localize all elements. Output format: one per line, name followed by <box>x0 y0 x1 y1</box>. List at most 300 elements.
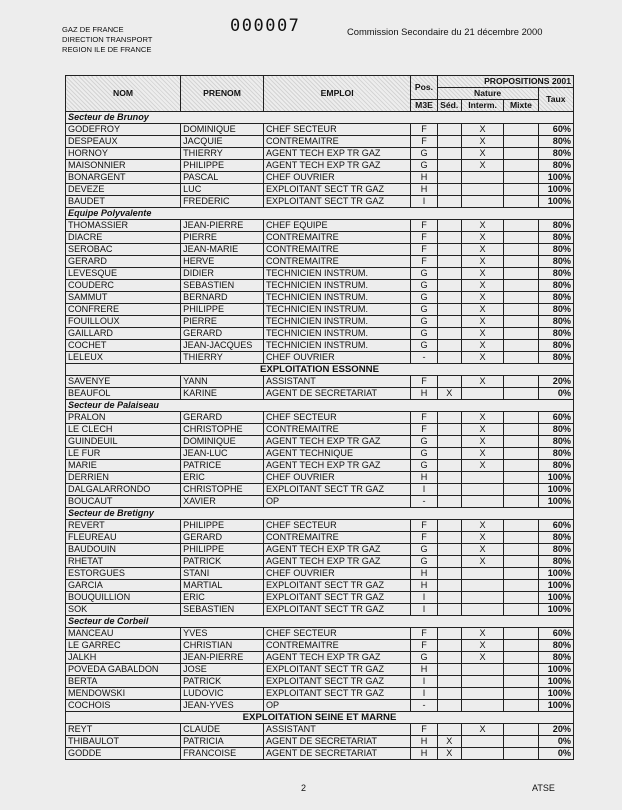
table-row <box>66 592 574 604</box>
cell-nom: ESTORGUES <box>66 568 181 580</box>
cell-mixte <box>504 568 538 580</box>
cell-nom: LELEUX <box>66 352 181 364</box>
table-row <box>66 268 574 280</box>
cell-sed <box>437 448 461 460</box>
cell-pos: F <box>411 124 437 136</box>
cell-emploi: CONTREMAITRE <box>263 232 410 244</box>
cell-pos: G <box>411 544 437 556</box>
cell-taux: 80% <box>538 352 573 364</box>
cell-prenom: GERARD <box>181 412 264 424</box>
cell-pos: F <box>411 532 437 544</box>
cell-nom: REYT <box>66 724 181 736</box>
cell-taux: 80% <box>538 256 573 268</box>
cell-prenom: THIERRY <box>181 148 264 160</box>
cell-prenom: MARTIAL <box>181 580 264 592</box>
cell-nom: BOUQUILLION <box>66 592 181 604</box>
cell-emploi: CHEF SECTEUR <box>263 124 410 136</box>
col-nom: NOM <box>66 76 181 112</box>
cell-interm: X <box>461 544 503 556</box>
cell-prenom: DIDIER <box>181 268 264 280</box>
cell-prenom: CLAUDE <box>181 724 264 736</box>
cell-taux: 60% <box>538 124 573 136</box>
cell-emploi: AGENT TECH EXP TR GAZ <box>263 544 410 556</box>
cell-nom: HORNOY <box>66 148 181 160</box>
cell-prenom: GERARD <box>181 328 264 340</box>
commission-title: Commission Secondaire du 21 décembre 2000 <box>347 26 543 37</box>
cell-emploi: EXPLOITANT SECT TR GAZ <box>263 184 410 196</box>
cell-nom: BAUDET <box>66 196 181 208</box>
cell-emploi: CONTREMAITRE <box>263 640 410 652</box>
cell-mixte <box>504 376 538 388</box>
cell-nom: GERARD <box>66 256 181 268</box>
cell-nom: BEAUFOL <box>66 388 181 400</box>
cell-prenom: PHILIPPE <box>181 544 264 556</box>
cell-emploi: OP <box>263 496 410 508</box>
cell-pos: I <box>411 484 437 496</box>
cell-nom: SAVENYE <box>66 376 181 388</box>
cell-emploi: AGENT DE SECRETARIAT <box>263 748 410 760</box>
table-row <box>66 532 574 544</box>
cell-mixte <box>504 184 538 196</box>
cell-interm <box>461 676 503 688</box>
table-row <box>66 292 574 304</box>
cell-emploi: EXPLOITANT SECT TR GAZ <box>263 688 410 700</box>
cell-taux: 80% <box>538 268 573 280</box>
table-row <box>66 244 574 256</box>
cell-mixte <box>504 388 538 400</box>
cell-prenom: THIERRY <box>181 352 264 364</box>
cell-mixte <box>504 496 538 508</box>
organization-header <box>62 25 152 55</box>
cell-mixte <box>504 724 538 736</box>
cell-taux: 80% <box>538 556 573 568</box>
col-mixte: Mixte <box>504 100 538 112</box>
cell-interm <box>461 592 503 604</box>
cell-emploi: AGENT TECHNIQUE <box>263 448 410 460</box>
cell-interm: X <box>461 136 503 148</box>
cell-prenom: JEAN-MARIE <box>181 244 264 256</box>
cell-emploi: TECHNICIEN INSTRUM. <box>263 280 410 292</box>
cell-interm: X <box>461 376 503 388</box>
cell-sed <box>437 172 461 184</box>
cell-emploi: CHEF OUVRIER <box>263 352 410 364</box>
cell-pos: I <box>411 196 437 208</box>
cell-sed: X <box>437 748 461 760</box>
cell-nom: BOUCAUT <box>66 496 181 508</box>
cell-mixte <box>504 412 538 424</box>
cell-prenom: DOMINIQUE <box>181 436 264 448</box>
cell-prenom: GERARD <box>181 532 264 544</box>
cell-prenom: YANN <box>181 376 264 388</box>
cell-prenom: STANI <box>181 568 264 580</box>
org-line: GAZ DE FRANCE <box>62 25 124 34</box>
cell-sed <box>437 376 461 388</box>
cell-taux: 80% <box>538 640 573 652</box>
cell-prenom: XAVIER <box>181 496 264 508</box>
cell-sed <box>437 292 461 304</box>
cell-nom: THOMASSIER <box>66 220 181 232</box>
cell-pos: I <box>411 688 437 700</box>
cell-emploi: CONTREMAITRE <box>263 424 410 436</box>
cell-interm <box>461 748 503 760</box>
cell-pos: I <box>411 592 437 604</box>
cell-interm: X <box>461 256 503 268</box>
cell-nom: FOUILLOUX <box>66 316 181 328</box>
cell-interm <box>461 664 503 676</box>
cell-sed <box>437 592 461 604</box>
cell-interm: X <box>461 520 503 532</box>
cell-mixte <box>504 628 538 640</box>
cell-prenom: JEAN-PIERRE <box>181 220 264 232</box>
table-row <box>66 184 574 196</box>
cell-mixte <box>504 316 538 328</box>
cell-taux: 0% <box>538 736 573 748</box>
cell-nom: FLEUREAU <box>66 532 181 544</box>
cell-emploi: EXPLOITANT SECT TR GAZ <box>263 196 410 208</box>
table-body <box>66 112 574 760</box>
cell-mixte <box>504 280 538 292</box>
cell-sed <box>437 700 461 712</box>
col-emploi: EMPLOI <box>263 76 410 112</box>
cell-prenom: LUDOVIC <box>181 688 264 700</box>
cell-taux: 100% <box>538 472 573 484</box>
cell-interm <box>461 388 503 400</box>
cell-taux: 80% <box>538 304 573 316</box>
cell-pos: H <box>411 388 437 400</box>
cell-sed <box>437 340 461 352</box>
cell-taux: 80% <box>538 340 573 352</box>
cell-pos: G <box>411 448 437 460</box>
table-row <box>66 388 574 400</box>
cell-taux: 100% <box>538 604 573 616</box>
cell-emploi: TECHNICIEN INSTRUM. <box>263 304 410 316</box>
cell-taux: 20% <box>538 724 573 736</box>
table-row <box>66 220 574 232</box>
cell-nom: COCHET <box>66 340 181 352</box>
cell-pos: G <box>411 328 437 340</box>
cell-mixte <box>504 472 538 484</box>
table-row <box>66 688 574 700</box>
cell-interm: X <box>461 652 503 664</box>
division-banner <box>66 364 574 376</box>
cell-pos: G <box>411 148 437 160</box>
cell-interm <box>461 580 503 592</box>
cell-sed <box>437 556 461 568</box>
cell-sed <box>437 136 461 148</box>
cell-mixte <box>504 136 538 148</box>
cell-emploi: TECHNICIEN INSTRUM. <box>263 292 410 304</box>
section-title: EXPLOITATION SEINE ET MARNE <box>66 712 574 724</box>
cell-interm: X <box>461 316 503 328</box>
cell-prenom: CHRISTOPHE <box>181 484 264 496</box>
table-row <box>66 160 574 172</box>
table-row <box>66 304 574 316</box>
cell-taux: 80% <box>538 544 573 556</box>
cell-prenom: PATRICIA <box>181 736 264 748</box>
table-row <box>66 424 574 436</box>
cell-taux: 100% <box>538 592 573 604</box>
cell-sed <box>437 664 461 676</box>
cell-interm: X <box>461 232 503 244</box>
cell-pos: - <box>411 700 437 712</box>
table-row <box>66 340 574 352</box>
cell-nom: BONARGENT <box>66 172 181 184</box>
cell-nom: RHETAT <box>66 556 181 568</box>
cell-taux: 80% <box>538 160 573 172</box>
cell-pos: F <box>411 232 437 244</box>
cell-prenom: PIERRE <box>181 232 264 244</box>
org-line: DIRECTION TRANSPORT <box>62 35 153 44</box>
cell-taux: 100% <box>538 700 573 712</box>
cell-nom: COUDERC <box>66 280 181 292</box>
cell-prenom: PHILIPPE <box>181 160 264 172</box>
table-row <box>66 460 574 472</box>
staff-table <box>65 75 574 760</box>
cell-mixte <box>504 256 538 268</box>
cell-taux: 80% <box>538 424 573 436</box>
cell-sed: X <box>437 736 461 748</box>
cell-interm: X <box>461 556 503 568</box>
cell-interm: X <box>461 304 503 316</box>
cell-pos: G <box>411 340 437 352</box>
cell-taux: 80% <box>538 316 573 328</box>
cell-taux: 0% <box>538 748 573 760</box>
cell-prenom: YVES <box>181 628 264 640</box>
cell-nom: LE GARREC <box>66 640 181 652</box>
table-row <box>66 256 574 268</box>
cell-sed <box>437 724 461 736</box>
cell-pos: G <box>411 160 437 172</box>
cell-pos: H <box>411 736 437 748</box>
cell-nom: LE FUR <box>66 448 181 460</box>
cell-sed <box>437 496 461 508</box>
cell-emploi: CONTREMAITRE <box>263 244 410 256</box>
col-taux: Taux <box>538 88 573 112</box>
cell-emploi: CHEF SECTEUR <box>263 412 410 424</box>
cell-sed <box>437 124 461 136</box>
col-prenom: PRENOM <box>181 76 264 112</box>
section-header <box>66 208 574 220</box>
cell-interm: X <box>461 532 503 544</box>
table-row <box>66 196 574 208</box>
cell-interm <box>461 172 503 184</box>
cell-nom: SOK <box>66 604 181 616</box>
table-row <box>66 544 574 556</box>
cell-prenom: PATRICK <box>181 556 264 568</box>
cell-mixte <box>504 352 538 364</box>
cell-sed <box>437 628 461 640</box>
cell-nom: BERTA <box>66 676 181 688</box>
cell-mixte <box>504 484 538 496</box>
cell-sed <box>437 148 461 160</box>
cell-nom: MAISONNIER <box>66 160 181 172</box>
cell-interm: X <box>461 412 503 424</box>
col-pos: Pos. <box>411 76 437 100</box>
cell-emploi: EXPLOITANT SECT TR GAZ <box>263 580 410 592</box>
cell-pos: H <box>411 580 437 592</box>
cell-emploi: TECHNICIEN INSTRUM. <box>263 328 410 340</box>
cell-interm: X <box>461 268 503 280</box>
cell-pos: G <box>411 460 437 472</box>
cell-taux: 80% <box>538 244 573 256</box>
table-row <box>66 376 574 388</box>
cell-sed <box>437 472 461 484</box>
cell-sed <box>437 268 461 280</box>
cell-nom: SAMMUT <box>66 292 181 304</box>
cell-interm: X <box>461 724 503 736</box>
cell-mixte <box>504 328 538 340</box>
cell-taux: 80% <box>538 328 573 340</box>
table-row <box>66 676 574 688</box>
cell-mixte <box>504 700 538 712</box>
cell-nom: CONFRERE <box>66 304 181 316</box>
cell-emploi: AGENT DE SECRETARIAT <box>263 736 410 748</box>
cell-interm: X <box>461 148 503 160</box>
table-row <box>66 664 574 676</box>
cell-prenom: SEBASTIEN <box>181 604 264 616</box>
cell-prenom: PHILIPPE <box>181 304 264 316</box>
cell-taux: 80% <box>538 652 573 664</box>
cell-mixte <box>504 148 538 160</box>
cell-mixte <box>504 424 538 436</box>
cell-taux: 100% <box>538 664 573 676</box>
cell-interm: X <box>461 340 503 352</box>
cell-taux: 100% <box>538 196 573 208</box>
cell-prenom: JACQUIE <box>181 136 264 148</box>
cell-interm <box>461 184 503 196</box>
cell-pos: F <box>411 520 437 532</box>
cell-prenom: LUC <box>181 184 264 196</box>
section-header <box>66 112 574 124</box>
cell-emploi: CHEF EQUIPE <box>263 220 410 232</box>
table-row <box>66 496 574 508</box>
cell-mixte <box>504 604 538 616</box>
cell-emploi: OP <box>263 700 410 712</box>
cell-interm <box>461 688 503 700</box>
cell-taux: 0% <box>538 388 573 400</box>
cell-sed <box>437 652 461 664</box>
cell-prenom: JEAN-JACQUES <box>181 340 264 352</box>
cell-emploi: ASSISTANT <box>263 376 410 388</box>
cell-mixte <box>504 652 538 664</box>
section-title: Secteur de Palaiseau <box>66 400 574 412</box>
cell-nom: COCHOIS <box>66 700 181 712</box>
cell-interm: X <box>461 124 503 136</box>
cell-prenom: BERNARD <box>181 292 264 304</box>
cell-nom: SEROBAC <box>66 244 181 256</box>
cell-mixte <box>504 640 538 652</box>
table-header <box>66 76 574 112</box>
cell-mixte <box>504 736 538 748</box>
page-number: 2 <box>301 783 307 793</box>
cell-prenom: PATRICE <box>181 460 264 472</box>
cell-mixte <box>504 556 538 568</box>
cell-taux: 100% <box>538 580 573 592</box>
cell-prenom: JEAN-PIERRE <box>181 652 264 664</box>
cell-pos: F <box>411 244 437 256</box>
cell-mixte <box>504 172 538 184</box>
cell-mixte <box>504 340 538 352</box>
cell-nom: DERRIEN <box>66 472 181 484</box>
cell-nom: THIBAULOT <box>66 736 181 748</box>
cell-prenom: JOSE <box>181 664 264 676</box>
cell-emploi: TECHNICIEN INSTRUM. <box>263 340 410 352</box>
col-nature: Nature <box>437 88 538 100</box>
cell-sed <box>437 460 461 472</box>
org-line: REGION ILE DE FRANCE <box>62 45 152 54</box>
cell-nom: MANCEAU <box>66 628 181 640</box>
cell-taux: 20% <box>538 376 573 388</box>
cell-nom: MARIE <box>66 460 181 472</box>
cell-sed <box>437 256 461 268</box>
cell-interm: X <box>461 460 503 472</box>
cell-nom: MENDOWSKI <box>66 688 181 700</box>
cell-sed <box>437 280 461 292</box>
cell-nom: DIACRE <box>66 232 181 244</box>
cell-sed <box>437 676 461 688</box>
cell-mixte <box>504 304 538 316</box>
cell-pos: H <box>411 184 437 196</box>
cell-emploi: CONTREMAITRE <box>263 532 410 544</box>
cell-mixte <box>504 580 538 592</box>
cell-sed: X <box>437 388 461 400</box>
cell-prenom: SEBASTIEN <box>181 280 264 292</box>
cell-interm: X <box>461 640 503 652</box>
cell-interm <box>461 736 503 748</box>
cell-mixte <box>504 124 538 136</box>
cell-emploi: TECHNICIEN INSTRUM. <box>263 316 410 328</box>
cell-pos: G <box>411 268 437 280</box>
cell-pos: G <box>411 652 437 664</box>
cell-nom: DESPEAUX <box>66 136 181 148</box>
section-header <box>66 616 574 628</box>
cell-sed <box>437 352 461 364</box>
cell-pos: G <box>411 436 437 448</box>
cell-sed <box>437 544 461 556</box>
cell-interm: X <box>461 328 503 340</box>
cell-pos: F <box>411 628 437 640</box>
cell-sed <box>437 220 461 232</box>
cell-pos: H <box>411 748 437 760</box>
cell-sed <box>437 604 461 616</box>
cell-mixte <box>504 676 538 688</box>
cell-interm: X <box>461 292 503 304</box>
table-row <box>66 328 574 340</box>
cell-nom: GODEFROY <box>66 124 181 136</box>
cell-mixte <box>504 196 538 208</box>
cell-emploi: AGENT TECH EXP TR GAZ <box>263 460 410 472</box>
table-row <box>66 280 574 292</box>
cell-taux: 100% <box>538 484 573 496</box>
cell-interm: X <box>461 448 503 460</box>
cell-emploi: CHEF OUVRIER <box>263 568 410 580</box>
table-row <box>66 652 574 664</box>
cell-pos: F <box>411 424 437 436</box>
cell-taux: 100% <box>538 496 573 508</box>
table-row <box>66 484 574 496</box>
cell-pos: F <box>411 640 437 652</box>
table-row <box>66 736 574 748</box>
cell-pos: G <box>411 292 437 304</box>
cell-taux: 80% <box>538 292 573 304</box>
cell-pos: - <box>411 352 437 364</box>
cell-emploi: CHEF SECTEUR <box>263 520 410 532</box>
table-row <box>66 136 574 148</box>
cell-mixte <box>504 532 538 544</box>
cell-interm <box>461 472 503 484</box>
cell-interm: X <box>461 352 503 364</box>
table-row <box>66 568 574 580</box>
